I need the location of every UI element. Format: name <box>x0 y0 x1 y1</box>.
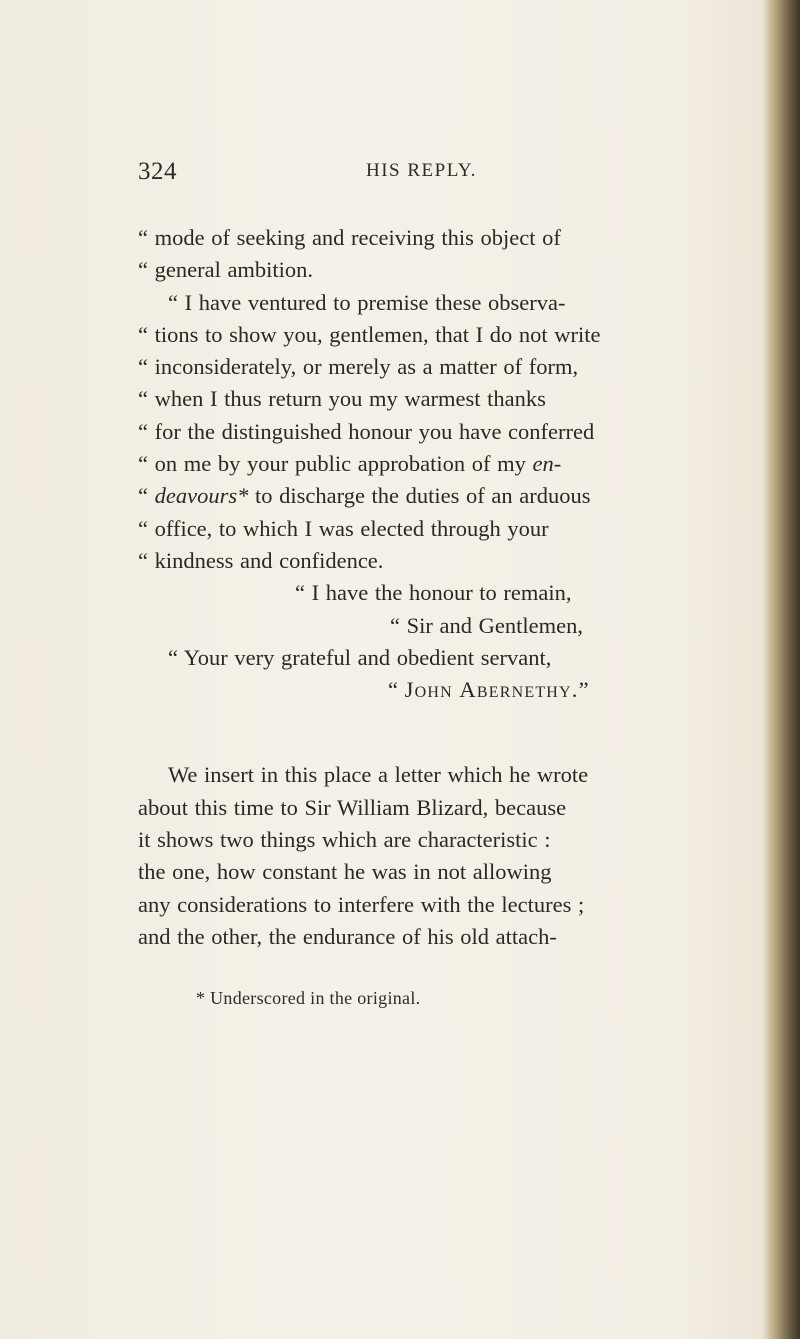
italic-segment: en- <box>532 451 562 477</box>
text-segment: “ on me by your public approbation of my <box>138 451 533 477</box>
signature-name: John Abernethy.” <box>404 677 590 703</box>
text-line <box>138 480 738 512</box>
text-line: “ tions to show you, gentlemen, that I do not write <box>138 321 601 347</box>
text-line: the one, how constant he was in not allowing <box>138 859 552 885</box>
page-header <box>138 158 738 198</box>
footnote: * Underscored in the original. <box>196 988 421 1008</box>
text-line: “ when I thus return you my warmest thanks <box>138 386 546 412</box>
italic-segment: deavours* <box>154 483 249 509</box>
text-line: We insert in this place a letter which he wrote <box>168 762 589 788</box>
text-line: “ I have ventured to premise these observa- <box>168 289 566 315</box>
closing-line: “ I have the honour to remain, <box>295 580 572 606</box>
text-line: about this time to Sir William Blizard, because <box>138 794 567 820</box>
text-line: “ general ambition. <box>138 257 314 283</box>
text-line <box>138 448 738 480</box>
text-segment: “ <box>388 677 405 703</box>
text-line: and the other, the endurance of his old attach- <box>138 923 557 949</box>
page-binding-edge <box>762 0 800 1339</box>
text-line: “ office, to which I was elected through your <box>138 515 549 541</box>
text-line: “ mode of seeking and receiving this object of <box>138 225 561 250</box>
running-head: HIS REPLY. <box>366 160 477 181</box>
text-line: any considerations to interfere with the lectures ; <box>138 891 585 917</box>
signature-line <box>138 674 738 706</box>
text-segment: to discharge the duties of an arduous <box>248 483 591 509</box>
narrative-paragraph <box>138 759 738 953</box>
text-segment: “ <box>138 483 155 509</box>
body-text <box>138 222 738 953</box>
text-line: “ for the distinguished honour you have conferred <box>138 418 595 444</box>
closing-line: “ Your very grateful and obedient servant, <box>168 644 552 670</box>
paragraph-gap <box>138 706 738 759</box>
text-line: it shows two things which are characteristic : <box>138 827 551 853</box>
text-line: “ inconsiderately, or merely as a matter of form, <box>138 354 579 380</box>
page-number: 324 <box>138 158 177 185</box>
letter-quotation <box>138 222 738 706</box>
text-line: “ kindness and confidence. <box>138 547 384 573</box>
closing-line: “ Sir and Gentlemen, <box>390 612 583 638</box>
